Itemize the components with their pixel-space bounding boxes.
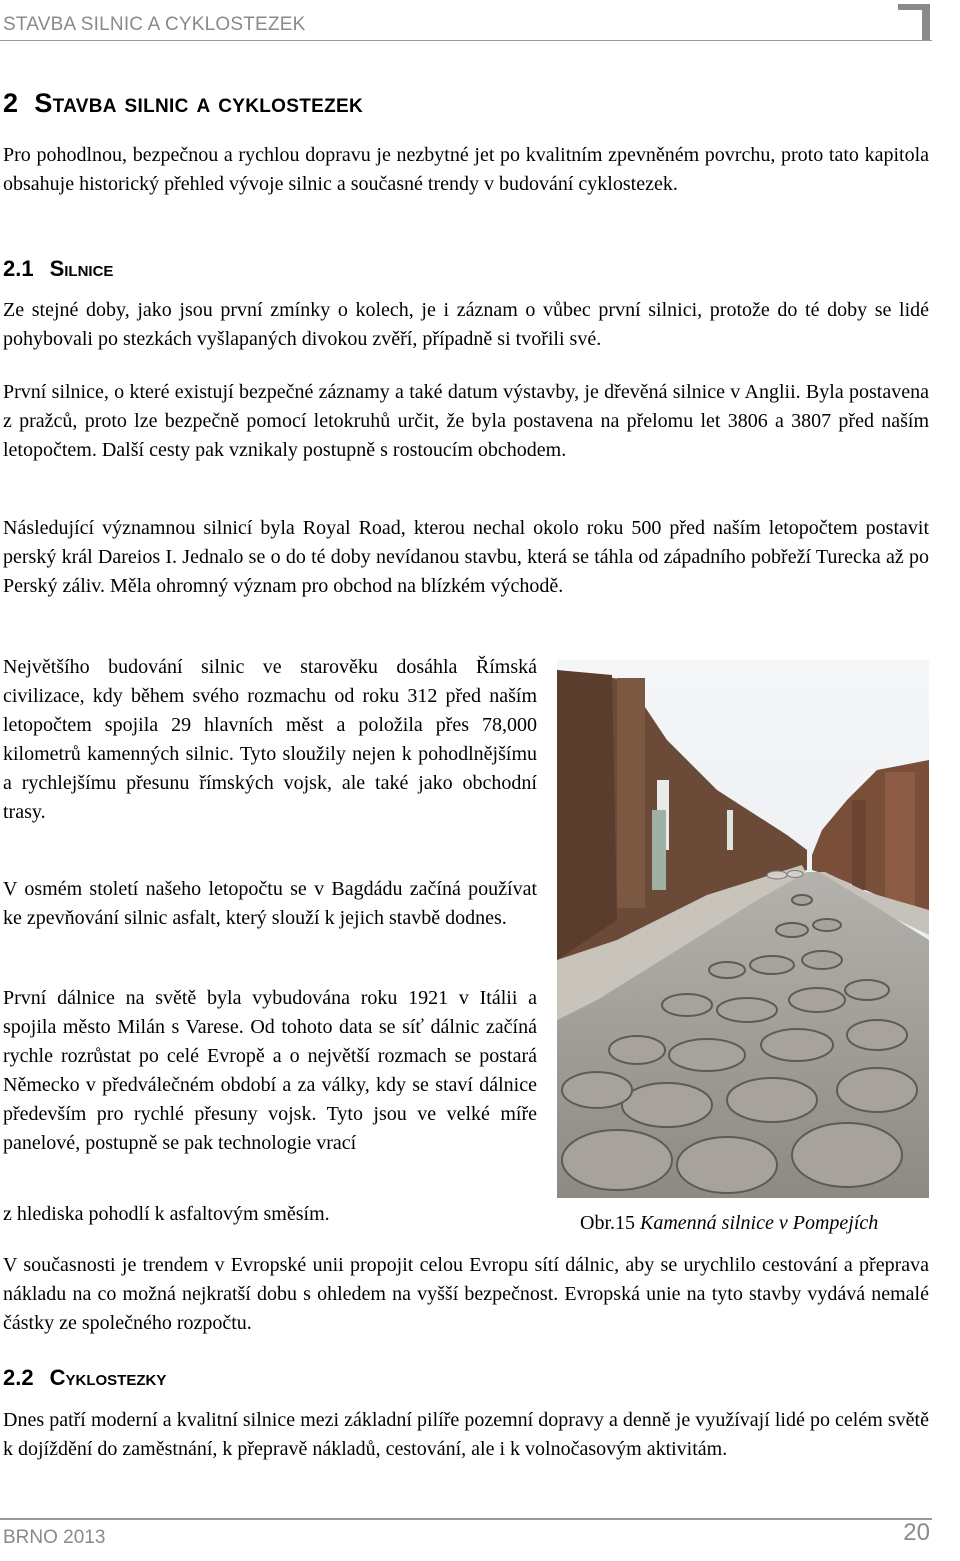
- paragraph: Ze stejné doby, jako jsou první zmínky o kolech, je i záznam o vůbec první silnici, protože do té doby se lidé pohybovali po stezkách vyšlapaných divokou zvěří, případně si tvořili své.: [3, 299, 929, 350]
- running-header: [0, 12, 960, 42]
- chapter-heading: [3, 88, 363, 119]
- header-rule: [0, 40, 932, 41]
- footer-rule: [0, 1518, 932, 1520]
- section-title: Silnice: [49, 256, 114, 281]
- paragraph: Následující významnou silnicí byla Royal Road, kterou nechal okolo roku 500 před naším letopočtem postavit perský král Dareios I. Jednalo se o do té doby nevídanou stavbu, která se táhla od západního pobřeží Turecka až po Perský záliv. Měla ohromný význam pro obchod na blízkém východě.: [3, 517, 929, 597]
- chapter-intro: Pro pohodlnou, bezpečnou a rychlou dopravu je nezbytné jet po kvalitním zpevněném povrchu, proto tato kapitola obsahuje historický přehled vývoje silnic a současné trendy v budování cyklostezek.: [3, 144, 929, 195]
- paragraph: V současnosti je trendem v Evropské unii propojit celou Evropu sítí dálnic, aby se urychlilo cestování a přeprava nákladu na co možná nejkratší dobu s ohledem na vyšší bezpečnost. Evropská unie na tyto stavby vydává nemalé částky ze společného rozpočtu.: [3, 1254, 929, 1334]
- paragraph: První silnice, o které existují bezpečné záznamy a také datum výstavby, je dřevěná silnice v Anglii. Byla postavena z pražců, proto lze bezpečně pomocí letokruhů určit, že byla postavena na přelomu let 3806 a 3807 před naším letopočtem. Další cesty pak vznikaly postupně s rostoucím obchodem.: [3, 381, 929, 461]
- chapter-title: Stavba silnic a cyklostezek: [34, 88, 364, 118]
- figure-number: Obr.15: [580, 1212, 635, 1234]
- section-number: 2.2: [3, 1365, 34, 1390]
- paragraph: Dnes patří moderní a kvalitní silnice mezi základní pilíře pozemní dopravy a denně je využívají lidé po celém světě k dojíždění do zaměstnání, k přepravě nákladů, cestování, ale i k volnočasovým aktivitám.: [3, 1409, 929, 1460]
- section-title: Cyklostezky: [49, 1365, 167, 1390]
- paragraph: Největšího budování silnic ve starověku dosáhla Římská civilizace, kdy během svého rozmachu od roku 312 před naším letopočtem spojila 29 hlavních měst a položila přes 78,000 kilometrů kamenných silnic. Tyto sloužily nejen k pohodlnějšímu a rychlejšímu přesunu římských vojsk, ale také jako obchodní trasy.: [3, 656, 537, 823]
- page-number: 20: [903, 1519, 930, 1546]
- section-heading-silnice: [3, 256, 113, 282]
- footer-place-year: BRNO 2013: [3, 1527, 106, 1548]
- section-number: 2.1: [3, 256, 34, 281]
- paragraph: První dálnice na světě byla vybudována roku 1921 v Itálii a spojila město Milán s Varese. Od tohoto data se síť dálnic začíná rychle rozrůstat po celé Evropě a o největší rozmach se postará Německo v předválečném období a za války, kdy se staví dálnice především pro rychlé přesuny vojsk. Tyto jsou ve velké míře panelové, postupně se pak technologie vrací: [3, 987, 537, 1154]
- figure-caption: [580, 1212, 878, 1235]
- chapter-number: 2: [3, 88, 19, 118]
- section-heading-cyklostezky: [3, 1365, 166, 1391]
- running-header-title: STAVBA SILNIC A CYKLOSTEZEK: [3, 14, 306, 35]
- header-corner-mark-vertical: [922, 4, 930, 40]
- roman-road-photo: [557, 660, 929, 1198]
- paragraph: V osmém století našeho letopočtu se v Bagdádu začíná používat ke zpevňování silnic asfalt, který slouží k jejich stavbě dodnes.: [3, 878, 537, 929]
- paragraph: z hlediska pohodlí k asfaltovým směsím.: [3, 1203, 330, 1225]
- figure-label: Kamenná silnice v Pompejích: [640, 1212, 879, 1234]
